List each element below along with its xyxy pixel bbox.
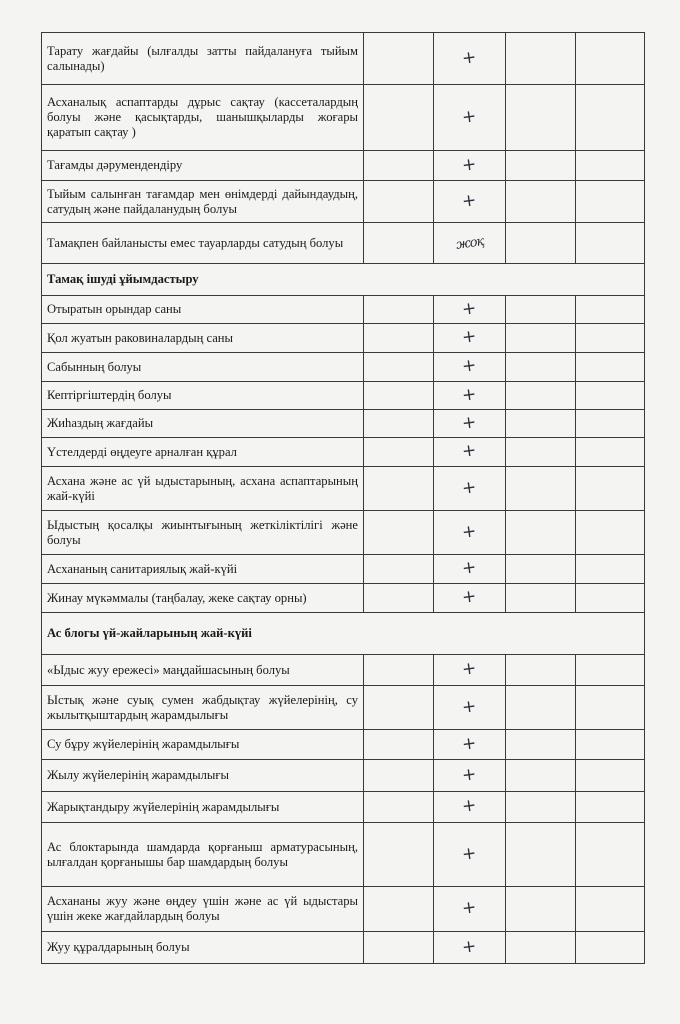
mark-cell [434,324,506,353]
empty-cell [576,511,645,555]
mark-cell [434,686,506,730]
table-row [42,686,645,730]
table-row [42,382,645,410]
empty-cell [364,887,434,932]
empty-cell [506,85,576,151]
empty-cell [506,467,576,511]
handwritten-mark: + [460,586,478,608]
empty-cell [506,324,576,353]
handwritten-mark: + [460,842,478,865]
handwritten-mark: + [460,46,478,69]
handwritten-mark: + [460,440,478,462]
table-row [42,655,645,686]
handwritten-mark: + [460,732,478,755]
item-label: Тағамды дәрумендендіру [42,151,364,181]
handwritten-mark: + [460,695,478,718]
empty-cell [576,730,645,760]
empty-cell [576,181,645,223]
handwritten-mark: + [460,326,478,348]
mark-cell [434,655,506,686]
section-row [42,613,645,655]
empty-cell [506,730,576,760]
empty-cell [506,555,576,584]
empty-cell [364,85,434,151]
item-label: Асхана және ас үй ыдыстарының, асхана аспаптарының жай-күйі [42,467,364,511]
table-row [42,324,645,353]
handwritten-mark: + [460,411,478,434]
handwritten-mark: + [460,795,478,817]
checklist-body [42,33,645,964]
empty-cell [576,686,645,730]
handwritten-mark: + [460,189,478,212]
mark-cell [434,823,506,887]
handwritten-mark: + [460,153,478,176]
mark-cell [434,382,506,410]
item-label: Ыдыстың қосалқы жиынтығының жеткіліктілігі және болуы [42,511,364,555]
empty-cell [576,151,645,181]
mark-cell [434,932,506,964]
item-label: Ас блоктарында шамдарда қорғаныш арматурасының, ылғалдан қорғанышы бар шамдардың болуы [42,823,364,887]
item-label: Тыйым салынған тағамдар мен өнімдерді дайындаудың, сатудың және пайдаланудың болуы [42,181,364,223]
table-row [42,410,645,438]
table-row [42,438,645,467]
item-label: Жинау мүкәммалы (таңбалау, жеке сақтау орны) [42,584,364,613]
empty-cell [506,792,576,823]
table-row [42,181,645,223]
section-row [42,264,645,296]
empty-cell [364,655,434,686]
empty-cell [364,410,434,438]
mark-cell [434,555,506,584]
empty-cell [576,85,645,151]
mark-cell [434,511,506,555]
item-label: Тамақпен байланысты емес тауарларды сатудың болуы [42,223,364,264]
mark-cell [434,730,506,760]
item-label: Жарықтандыру жүйелерінің жарамдылығы [42,792,364,823]
handwritten-mark: + [460,658,478,680]
empty-cell [576,438,645,467]
item-label: Асханалық аспаптарды дұрыс сақтау (кассеталардың болуы және қасықтарды, шанышқыларды жоғары қаратып сақтау ) [42,85,364,151]
empty-cell [576,792,645,823]
empty-cell [364,760,434,792]
table-row [42,223,645,264]
empty-cell [506,223,576,264]
table-row [42,555,645,584]
empty-cell [364,223,434,264]
table-row [42,792,645,823]
item-label: Асхананы жуу және өңдеу үшін және ас үй ыдыстары үшін жеке жағдайлардың болуы [42,887,364,932]
empty-cell [576,655,645,686]
item-label: Кептіргіштердің болуы [42,382,364,410]
item-label: Сабынның болуы [42,353,364,382]
item-label: Отыратын орындар саны [42,296,364,324]
empty-cell [506,353,576,382]
mark-cell [434,438,506,467]
empty-cell [576,467,645,511]
mark-cell [434,760,506,792]
section-heading: Тамақ ішуді ұйымдастыру [42,264,645,296]
empty-cell [364,467,434,511]
empty-cell [506,438,576,467]
table-row [42,85,645,151]
handwritten-mark: + [460,476,478,499]
empty-cell [576,823,645,887]
mark-cell [434,792,506,823]
empty-cell [506,760,576,792]
empty-cell [576,584,645,613]
handwritten-mark: + [460,935,478,958]
empty-cell [576,887,645,932]
empty-cell [506,932,576,964]
empty-cell [364,555,434,584]
empty-cell [576,353,645,382]
table-row [42,823,645,887]
item-label: Тарату жағдайы (ылғалды затты пайдалануға тыйым салынады) [42,33,364,85]
empty-cell [364,686,434,730]
inspection-checklist-table [41,32,645,964]
empty-cell [576,33,645,85]
empty-cell [364,296,434,324]
empty-cell [364,151,434,181]
empty-cell [506,584,576,613]
empty-cell [576,296,645,324]
mark-cell [434,181,506,223]
table-row [42,511,645,555]
empty-cell [364,353,434,382]
empty-cell [364,438,434,467]
table-row [42,296,645,324]
empty-cell [364,181,434,223]
mark-cell [434,353,506,382]
table-row [42,33,645,85]
empty-cell [576,760,645,792]
empty-cell [576,410,645,438]
empty-cell [506,511,576,555]
handwritten-mark: + [460,355,478,377]
empty-cell [576,555,645,584]
empty-cell [506,296,576,324]
empty-cell [576,932,645,964]
item-label: Асхананың санитариялық жай-күйі [42,555,364,584]
empty-cell [364,932,434,964]
mark-cell [434,223,506,264]
item-label: Жиһаздың жағдайы [42,410,364,438]
empty-cell [364,823,434,887]
handwritten-mark: + [460,105,478,128]
mark-cell [434,887,506,932]
item-label: Жылу жүйелерінің жарамдылығы [42,760,364,792]
handwritten-mark: + [460,897,478,919]
handwritten-mark: + [460,763,478,786]
mark-cell [434,33,506,85]
empty-cell [364,382,434,410]
empty-cell [506,823,576,887]
table-row [42,584,645,613]
table-row [42,730,645,760]
empty-cell [506,151,576,181]
table-row [42,467,645,511]
mark-cell [434,467,506,511]
table-row [42,151,645,181]
section-heading: Ас блогы үй-жайларының жай-күйі [42,613,645,655]
mark-cell [434,296,506,324]
empty-cell [576,324,645,353]
empty-cell [506,887,576,932]
item-label: Су бұру жүйелерінің жарамдылығы [42,730,364,760]
table-row [42,760,645,792]
item-label: Жуу құралдарының болуы [42,932,364,964]
handwritten-mark: + [460,297,478,320]
item-label: Үстелдерді өңдеуге арналған құрал [42,438,364,467]
empty-cell [506,655,576,686]
empty-cell [576,223,645,264]
mark-cell [434,584,506,613]
empty-cell [364,324,434,353]
empty-cell [364,792,434,823]
empty-cell [506,410,576,438]
table-row [42,887,645,932]
mark-cell [434,151,506,181]
item-label: Ыстық және суық сумен жабдықтау жүйелерінің, су жылытқыштардың жарамдылығы [42,686,364,730]
handwritten-mark: жоқ [454,233,485,253]
table-row [42,932,645,964]
handwritten-mark: + [460,383,478,406]
empty-cell [506,181,576,223]
table-row [42,353,645,382]
empty-cell [364,730,434,760]
item-label: Қол жуатын раковиналардың саны [42,324,364,353]
empty-cell [506,33,576,85]
empty-cell [576,382,645,410]
empty-cell [506,686,576,730]
handwritten-mark: + [460,557,478,579]
mark-cell [434,410,506,438]
empty-cell [506,382,576,410]
empty-cell [364,33,434,85]
handwritten-mark: + [460,520,478,543]
empty-cell [364,511,434,555]
mark-cell [434,85,506,151]
item-label: «Ыдыс жуу ережесі» маңдайшасының болуы [42,655,364,686]
empty-cell [364,584,434,613]
